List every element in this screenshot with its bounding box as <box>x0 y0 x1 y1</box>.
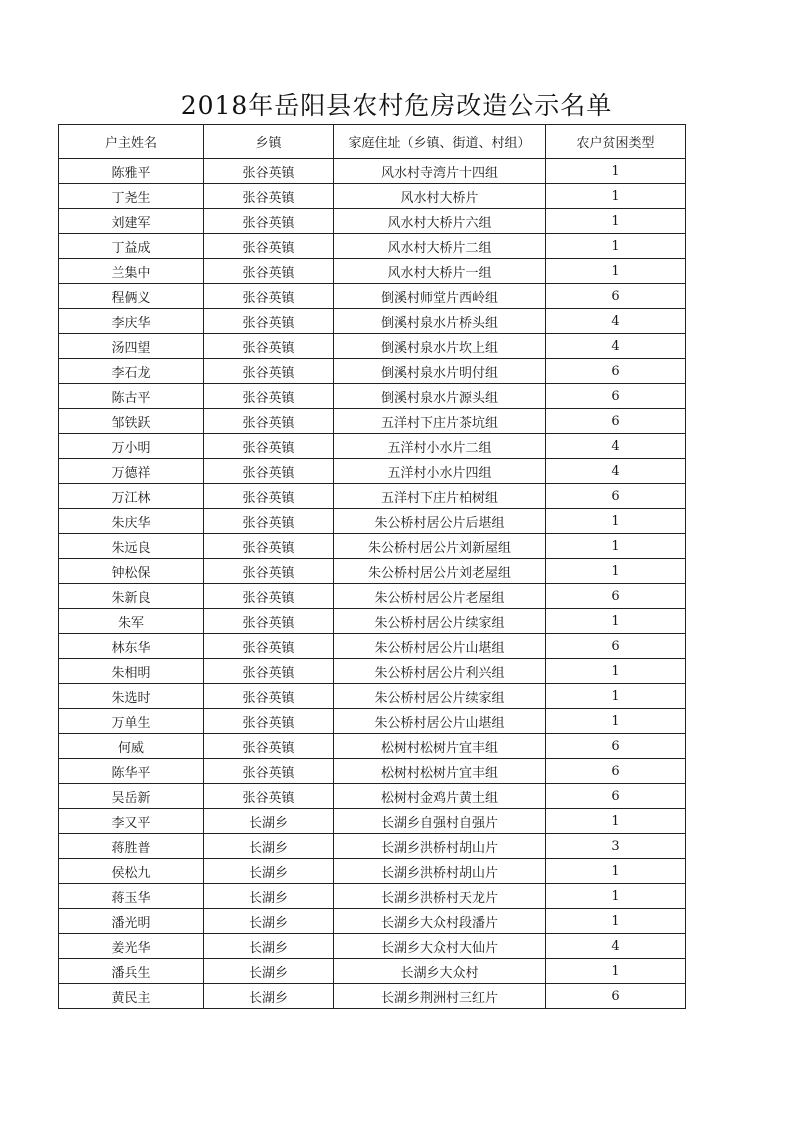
poverty-type-cell: 1 <box>546 809 686 834</box>
township-cell: 长湖乡 <box>204 809 334 834</box>
poverty-type-cell: 1 <box>546 234 686 259</box>
township-cell: 长湖乡 <box>204 934 334 959</box>
address-cell: 五洋村小水片二组 <box>334 434 546 459</box>
householder-name-cell: 林东华 <box>59 634 204 659</box>
poverty-type-cell: 6 <box>546 484 686 509</box>
address-cell: 朱公桥村居公片山堪组 <box>334 634 546 659</box>
address-cell: 倒溪村泉水片明付组 <box>334 359 546 384</box>
poverty-type-cell: 1 <box>546 159 686 184</box>
township-cell: 长湖乡 <box>204 834 334 859</box>
table-row <box>59 734 686 759</box>
householder-name-cell: 姜光华 <box>59 934 204 959</box>
township-cell: 张谷英镇 <box>204 584 334 609</box>
table-row <box>59 334 686 359</box>
table-row <box>59 709 686 734</box>
householder-name-cell: 何威 <box>59 734 204 759</box>
address-cell: 五洋村小水片四组 <box>334 459 546 484</box>
table-row <box>59 459 686 484</box>
householder-name-cell: 朱庆华 <box>59 509 204 534</box>
poverty-type-cell: 6 <box>546 759 686 784</box>
address-cell: 松树村松树片宜丰组 <box>334 734 546 759</box>
householder-name-cell: 吴岳新 <box>59 784 204 809</box>
householder-name-cell: 丁益成 <box>59 234 204 259</box>
address-cell: 松树村金鸡片黄土组 <box>334 784 546 809</box>
township-cell: 张谷英镇 <box>204 659 334 684</box>
householder-name-cell: 陈古平 <box>59 384 204 409</box>
township-cell: 张谷英镇 <box>204 459 334 484</box>
township-cell: 长湖乡 <box>204 909 334 934</box>
poverty-type-cell: 4 <box>546 309 686 334</box>
township-cell: 张谷英镇 <box>204 259 334 284</box>
address-cell: 朱公桥村居公片山堪组 <box>334 709 546 734</box>
poverty-type-cell: 1 <box>546 184 686 209</box>
poverty-type-cell: 1 <box>546 609 686 634</box>
township-cell: 张谷英镇 <box>204 609 334 634</box>
table-row <box>59 384 686 409</box>
table-row <box>59 184 686 209</box>
column-header-township: 乡镇 <box>204 125 334 159</box>
householder-name-cell: 朱军 <box>59 609 204 634</box>
householder-name-cell: 黄民主 <box>59 984 204 1009</box>
table-row <box>59 284 686 309</box>
poverty-type-cell: 6 <box>546 634 686 659</box>
township-cell: 张谷英镇 <box>204 634 334 659</box>
householder-name-cell: 邹铁跃 <box>59 409 204 434</box>
table-row <box>59 609 686 634</box>
poverty-type-cell: 6 <box>546 284 686 309</box>
township-cell: 张谷英镇 <box>204 559 334 584</box>
householder-name-cell: 万江林 <box>59 484 204 509</box>
roster-body <box>59 159 686 1009</box>
table-row <box>59 634 686 659</box>
address-cell: 长湖乡大众村 <box>334 959 546 984</box>
page-title: 2018年岳阳县农村危房改造公示名单 <box>180 91 613 120</box>
township-cell: 张谷英镇 <box>204 209 334 234</box>
address-cell: 松树村松树片宜丰组 <box>334 759 546 784</box>
poverty-type-cell: 1 <box>546 684 686 709</box>
column-header-address: 家庭住址（乡镇、街道、村组） <box>334 125 546 159</box>
township-cell: 张谷英镇 <box>204 409 334 434</box>
table-row <box>59 959 686 984</box>
table-row <box>59 484 686 509</box>
poverty-type-cell: 4 <box>546 434 686 459</box>
township-cell: 张谷英镇 <box>204 234 334 259</box>
householder-name-cell: 陈华平 <box>59 759 204 784</box>
address-cell: 长湖乡洪桥村天龙片 <box>334 884 546 909</box>
township-cell: 张谷英镇 <box>204 334 334 359</box>
householder-name-cell: 朱新良 <box>59 584 204 609</box>
poverty-type-cell: 4 <box>546 459 686 484</box>
poverty-type-cell: 6 <box>546 984 686 1009</box>
table-row <box>59 759 686 784</box>
householder-name-cell: 李庆华 <box>59 309 204 334</box>
table-row <box>59 984 686 1009</box>
address-cell: 倒溪村泉水片坎上组 <box>334 334 546 359</box>
householder-name-cell: 刘建军 <box>59 209 204 234</box>
householder-name-cell: 万单生 <box>59 709 204 734</box>
table-row <box>59 509 686 534</box>
householder-name-cell: 陈雅平 <box>59 159 204 184</box>
poverty-type-cell: 1 <box>546 909 686 934</box>
table-row <box>59 784 686 809</box>
poverty-type-cell: 6 <box>546 384 686 409</box>
township-cell: 长湖乡 <box>204 859 334 884</box>
table-row <box>59 909 686 934</box>
township-cell: 张谷英镇 <box>204 434 334 459</box>
poverty-type-cell: 1 <box>546 534 686 559</box>
poverty-type-cell: 1 <box>546 209 686 234</box>
township-cell: 张谷英镇 <box>204 359 334 384</box>
address-cell: 朱公桥村居公片刘老屋组 <box>334 559 546 584</box>
table-row <box>59 559 686 584</box>
table-row <box>59 359 686 384</box>
poverty-type-cell: 1 <box>546 509 686 534</box>
township-cell: 张谷英镇 <box>204 284 334 309</box>
address-cell: 风水村大桥片六组 <box>334 209 546 234</box>
address-cell: 倒溪村师堂片西岭组 <box>334 284 546 309</box>
column-header-poverty-type: 农户贫困类型 <box>546 125 686 159</box>
township-cell: 张谷英镇 <box>204 534 334 559</box>
column-header-householder: 户主姓名 <box>59 125 204 159</box>
table-row <box>59 659 686 684</box>
householder-name-cell: 潘兵生 <box>59 959 204 984</box>
poverty-type-cell: 1 <box>546 709 686 734</box>
householder-name-cell: 侯松九 <box>59 859 204 884</box>
householder-name-cell: 钟松保 <box>59 559 204 584</box>
address-cell: 风水村大桥片 <box>334 184 546 209</box>
poverty-type-cell: 3 <box>546 834 686 859</box>
poverty-type-cell: 1 <box>546 884 686 909</box>
roster-table <box>58 124 686 1009</box>
address-cell: 风水村寺湾片十四组 <box>334 159 546 184</box>
township-cell: 张谷英镇 <box>204 784 334 809</box>
householder-name-cell: 李石龙 <box>59 359 204 384</box>
householder-name-cell: 朱选时 <box>59 684 204 709</box>
address-cell: 长湖乡荆洲村三红片 <box>334 984 546 1009</box>
poverty-type-cell: 4 <box>546 334 686 359</box>
address-cell: 五洋村下庄片茶坑组 <box>334 409 546 434</box>
township-cell: 张谷英镇 <box>204 759 334 784</box>
poverty-type-cell: 6 <box>546 734 686 759</box>
address-cell: 朱公桥村居公片续家组 <box>334 684 546 709</box>
table-row <box>59 309 686 334</box>
table-row <box>59 234 686 259</box>
township-cell: 张谷英镇 <box>204 159 334 184</box>
householder-name-cell: 万小明 <box>59 434 204 459</box>
householder-name-cell: 朱远良 <box>59 534 204 559</box>
table-row <box>59 884 686 909</box>
township-cell: 张谷英镇 <box>204 684 334 709</box>
table-row <box>59 584 686 609</box>
township-cell: 张谷英镇 <box>204 709 334 734</box>
address-cell: 长湖乡洪桥村胡山片 <box>334 834 546 859</box>
poverty-type-cell: 6 <box>546 359 686 384</box>
table-row <box>59 684 686 709</box>
township-cell: 长湖乡 <box>204 959 334 984</box>
table-row <box>59 209 686 234</box>
township-cell: 张谷英镇 <box>204 309 334 334</box>
poverty-type-cell: 6 <box>546 409 686 434</box>
address-cell: 朱公桥村居公片老屋组 <box>334 584 546 609</box>
address-cell: 朱公桥村居公片后堪组 <box>334 509 546 534</box>
table-row <box>59 409 686 434</box>
address-cell: 倒溪村泉水片源头组 <box>334 384 546 409</box>
address-cell: 长湖乡大众村大仙片 <box>334 934 546 959</box>
householder-name-cell: 蒋胜普 <box>59 834 204 859</box>
address-cell: 朱公桥村居公片利兴组 <box>334 659 546 684</box>
poverty-type-cell: 1 <box>546 559 686 584</box>
householder-name-cell: 蒋玉华 <box>59 884 204 909</box>
poverty-type-cell: 6 <box>546 584 686 609</box>
poverty-type-cell: 1 <box>546 959 686 984</box>
householder-name-cell: 兰集中 <box>59 259 204 284</box>
address-cell: 风水村大桥片二组 <box>334 234 546 259</box>
table-row <box>59 259 686 284</box>
table-row <box>59 159 686 184</box>
householder-name-cell: 朱相明 <box>59 659 204 684</box>
address-cell: 五洋村下庄片柏树组 <box>334 484 546 509</box>
table-row <box>59 934 686 959</box>
poverty-type-cell: 6 <box>546 784 686 809</box>
householder-name-cell: 汤四望 <box>59 334 204 359</box>
householder-name-cell: 李又平 <box>59 809 204 834</box>
address-cell: 长湖乡自强村自强片 <box>334 809 546 834</box>
township-cell: 张谷英镇 <box>204 484 334 509</box>
address-cell: 朱公桥村居公片刘新屋组 <box>334 534 546 559</box>
header-row <box>59 125 686 159</box>
poverty-type-cell: 4 <box>546 934 686 959</box>
township-cell: 长湖乡 <box>204 984 334 1009</box>
township-cell: 长湖乡 <box>204 884 334 909</box>
householder-name-cell: 潘光明 <box>59 909 204 934</box>
table-row <box>59 859 686 884</box>
householder-name-cell: 丁尧生 <box>59 184 204 209</box>
address-cell: 长湖乡洪桥村胡山片 <box>334 859 546 884</box>
poverty-type-cell: 1 <box>546 659 686 684</box>
table-row <box>59 534 686 559</box>
householder-name-cell: 万德祥 <box>59 459 204 484</box>
address-cell: 风水村大桥片一组 <box>334 259 546 284</box>
township-cell: 张谷英镇 <box>204 184 334 209</box>
poverty-type-cell: 1 <box>546 859 686 884</box>
poverty-type-cell: 1 <box>546 259 686 284</box>
table-row <box>59 809 686 834</box>
township-cell: 张谷英镇 <box>204 384 334 409</box>
table-row <box>59 834 686 859</box>
township-cell: 张谷英镇 <box>204 509 334 534</box>
township-cell: 张谷英镇 <box>204 734 334 759</box>
address-cell: 倒溪村泉水片桥头组 <box>334 309 546 334</box>
address-cell: 朱公桥村居公片续家组 <box>334 609 546 634</box>
address-cell: 长湖乡大众村段潘片 <box>334 909 546 934</box>
table-row <box>59 434 686 459</box>
householder-name-cell: 程俩义 <box>59 284 204 309</box>
